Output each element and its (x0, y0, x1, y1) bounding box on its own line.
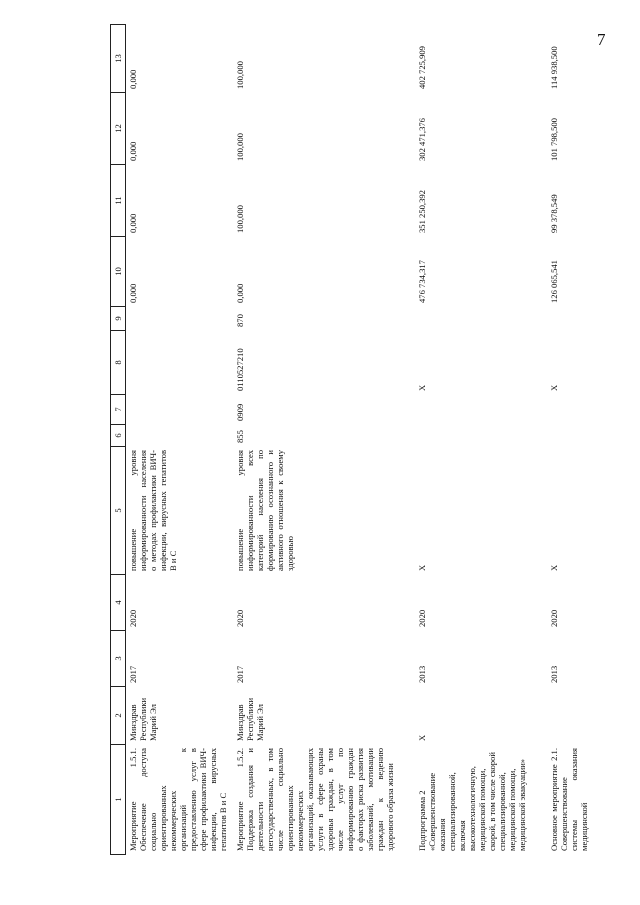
col-header-4: 4 (111, 575, 126, 631)
cell-code-7 (547, 395, 595, 425)
cell-start-year: 2013 (417, 665, 427, 683)
cell-expected-result: Х (417, 564, 427, 571)
program-table (110, 24, 595, 855)
cell-amount-13: 114 938,500 (549, 46, 559, 89)
col-header-8: 8 (111, 331, 126, 395)
cell-code-6: 855 (235, 430, 245, 443)
col-header-13: 13 (111, 25, 126, 93)
page-number: 7 (597, 30, 606, 49)
cell-measure-name: Мероприятие 1.5.1. Обеспечение доступа социально ориентированных некоммерческих организаций к предоставлению услуг в сфере профилактики ВИЧ-инфекции, вирусных гепатитов В и С (128, 748, 228, 851)
cell-amount-10: 126 065,541 (549, 260, 559, 303)
cell-executor: Минздрав Республики Марий Эл (128, 697, 158, 741)
cell-amount-13: 100,000 (235, 61, 245, 89)
table-row (233, 25, 415, 855)
cell-amount-11: 351 250,392 (417, 190, 427, 233)
cell-end-year: 2020 (549, 609, 559, 627)
rotated-table-container (110, 25, 610, 855)
cell-measure-name: Основное мероприятие 2.1. Совершенствование системы оказания медицинской (549, 748, 589, 851)
col-header-12: 12 (111, 93, 126, 165)
cell-code-6 (547, 425, 595, 447)
col-header-11: 11 (111, 165, 126, 237)
cell-measure-name: Мероприятие 1.5.2. Поддержка создания и деятельности негосударственных, в том числе социально ориентированных некоммерческих организаций, оказывающих услуги в сфере охраны здоровья граждан, в том числе услуг по информированию граждан о факторах риска развития заболеваний, мотивации граждан к ведению здорового образа жизни (235, 748, 395, 851)
cell-expected-result: Х (549, 564, 559, 571)
cell-amount-11: 99 378,549 (549, 194, 559, 233)
cell-executor (547, 687, 595, 745)
col-header-9: 9 (111, 307, 126, 331)
col-header-5: 5 (111, 447, 126, 575)
cell-code-8: Х (417, 384, 427, 391)
cell-amount-12: 302 471,376 (417, 118, 427, 161)
col-header-1: 1 (111, 745, 126, 855)
cell-amount-12: 100,000 (235, 133, 245, 161)
cell-measure-name: Подпрограмма 2 «Совершенствование оказания специализированной, включая высокотехнологичную, медицинской помощи, скорой, в том числе скорой специализированной, медицинской помощи, медицинской эвакуации» (417, 752, 527, 851)
cell-start-year: 2017 (235, 665, 245, 683)
cell-start-year: 2013 (549, 665, 559, 683)
cell-amount-13: 402 725,909 (417, 46, 427, 89)
table-row (415, 25, 547, 855)
cell-code-6 (126, 425, 234, 447)
cell-executor: Х (417, 734, 427, 741)
cell-expected-result: повышение уровня информированности всех категорий населения по формированию осознанного и активного отношения к своему здоровью (235, 450, 295, 571)
col-header-10: 10 (111, 237, 126, 307)
col-header-2: 2 (111, 687, 126, 745)
cell-code-6 (415, 425, 547, 447)
cell-amount-11: 0,000 (128, 213, 138, 233)
cell-expected-result: повышение уровня информированности населения о методах профилактики ВИЧ-инфекции, вирусных гепатитов В и С (128, 450, 178, 571)
cell-end-year: 2020 (235, 609, 245, 627)
cell-code-7 (126, 395, 234, 425)
header-row (111, 25, 126, 855)
col-header-3: 3 (111, 631, 126, 687)
table-row (547, 25, 595, 855)
col-header-7: 7 (111, 395, 126, 425)
cell-code-7: 0909 (235, 403, 245, 421)
table-row (126, 25, 234, 855)
cell-code-7 (415, 395, 547, 425)
cell-code-9 (547, 307, 595, 331)
cell-amount-10: 0,000 (235, 283, 245, 303)
cell-end-year: 2020 (128, 609, 138, 627)
cell-start-year: 2017 (128, 665, 138, 683)
cell-code-9 (415, 307, 547, 331)
cell-amount-10: 476 734,317 (417, 260, 427, 303)
cell-end-year: 2020 (417, 609, 427, 627)
cell-amount-13: 0,000 (128, 69, 138, 89)
cell-amount-11: 100,000 (235, 205, 245, 233)
cell-code-9 (126, 307, 234, 331)
cell-executor: Минздрав Республики Марий Эл (235, 697, 265, 741)
cell-code-8: Х (549, 384, 559, 391)
col-header-6: 6 (111, 425, 126, 447)
cell-code-9: 870 (235, 314, 245, 327)
cell-amount-10: 0,000 (128, 283, 138, 303)
cell-code-8: 0110527210 (235, 348, 245, 391)
cell-code-8 (126, 331, 234, 395)
cell-amount-12: 101 798,500 (549, 118, 559, 161)
cell-amount-12: 0,000 (128, 141, 138, 161)
